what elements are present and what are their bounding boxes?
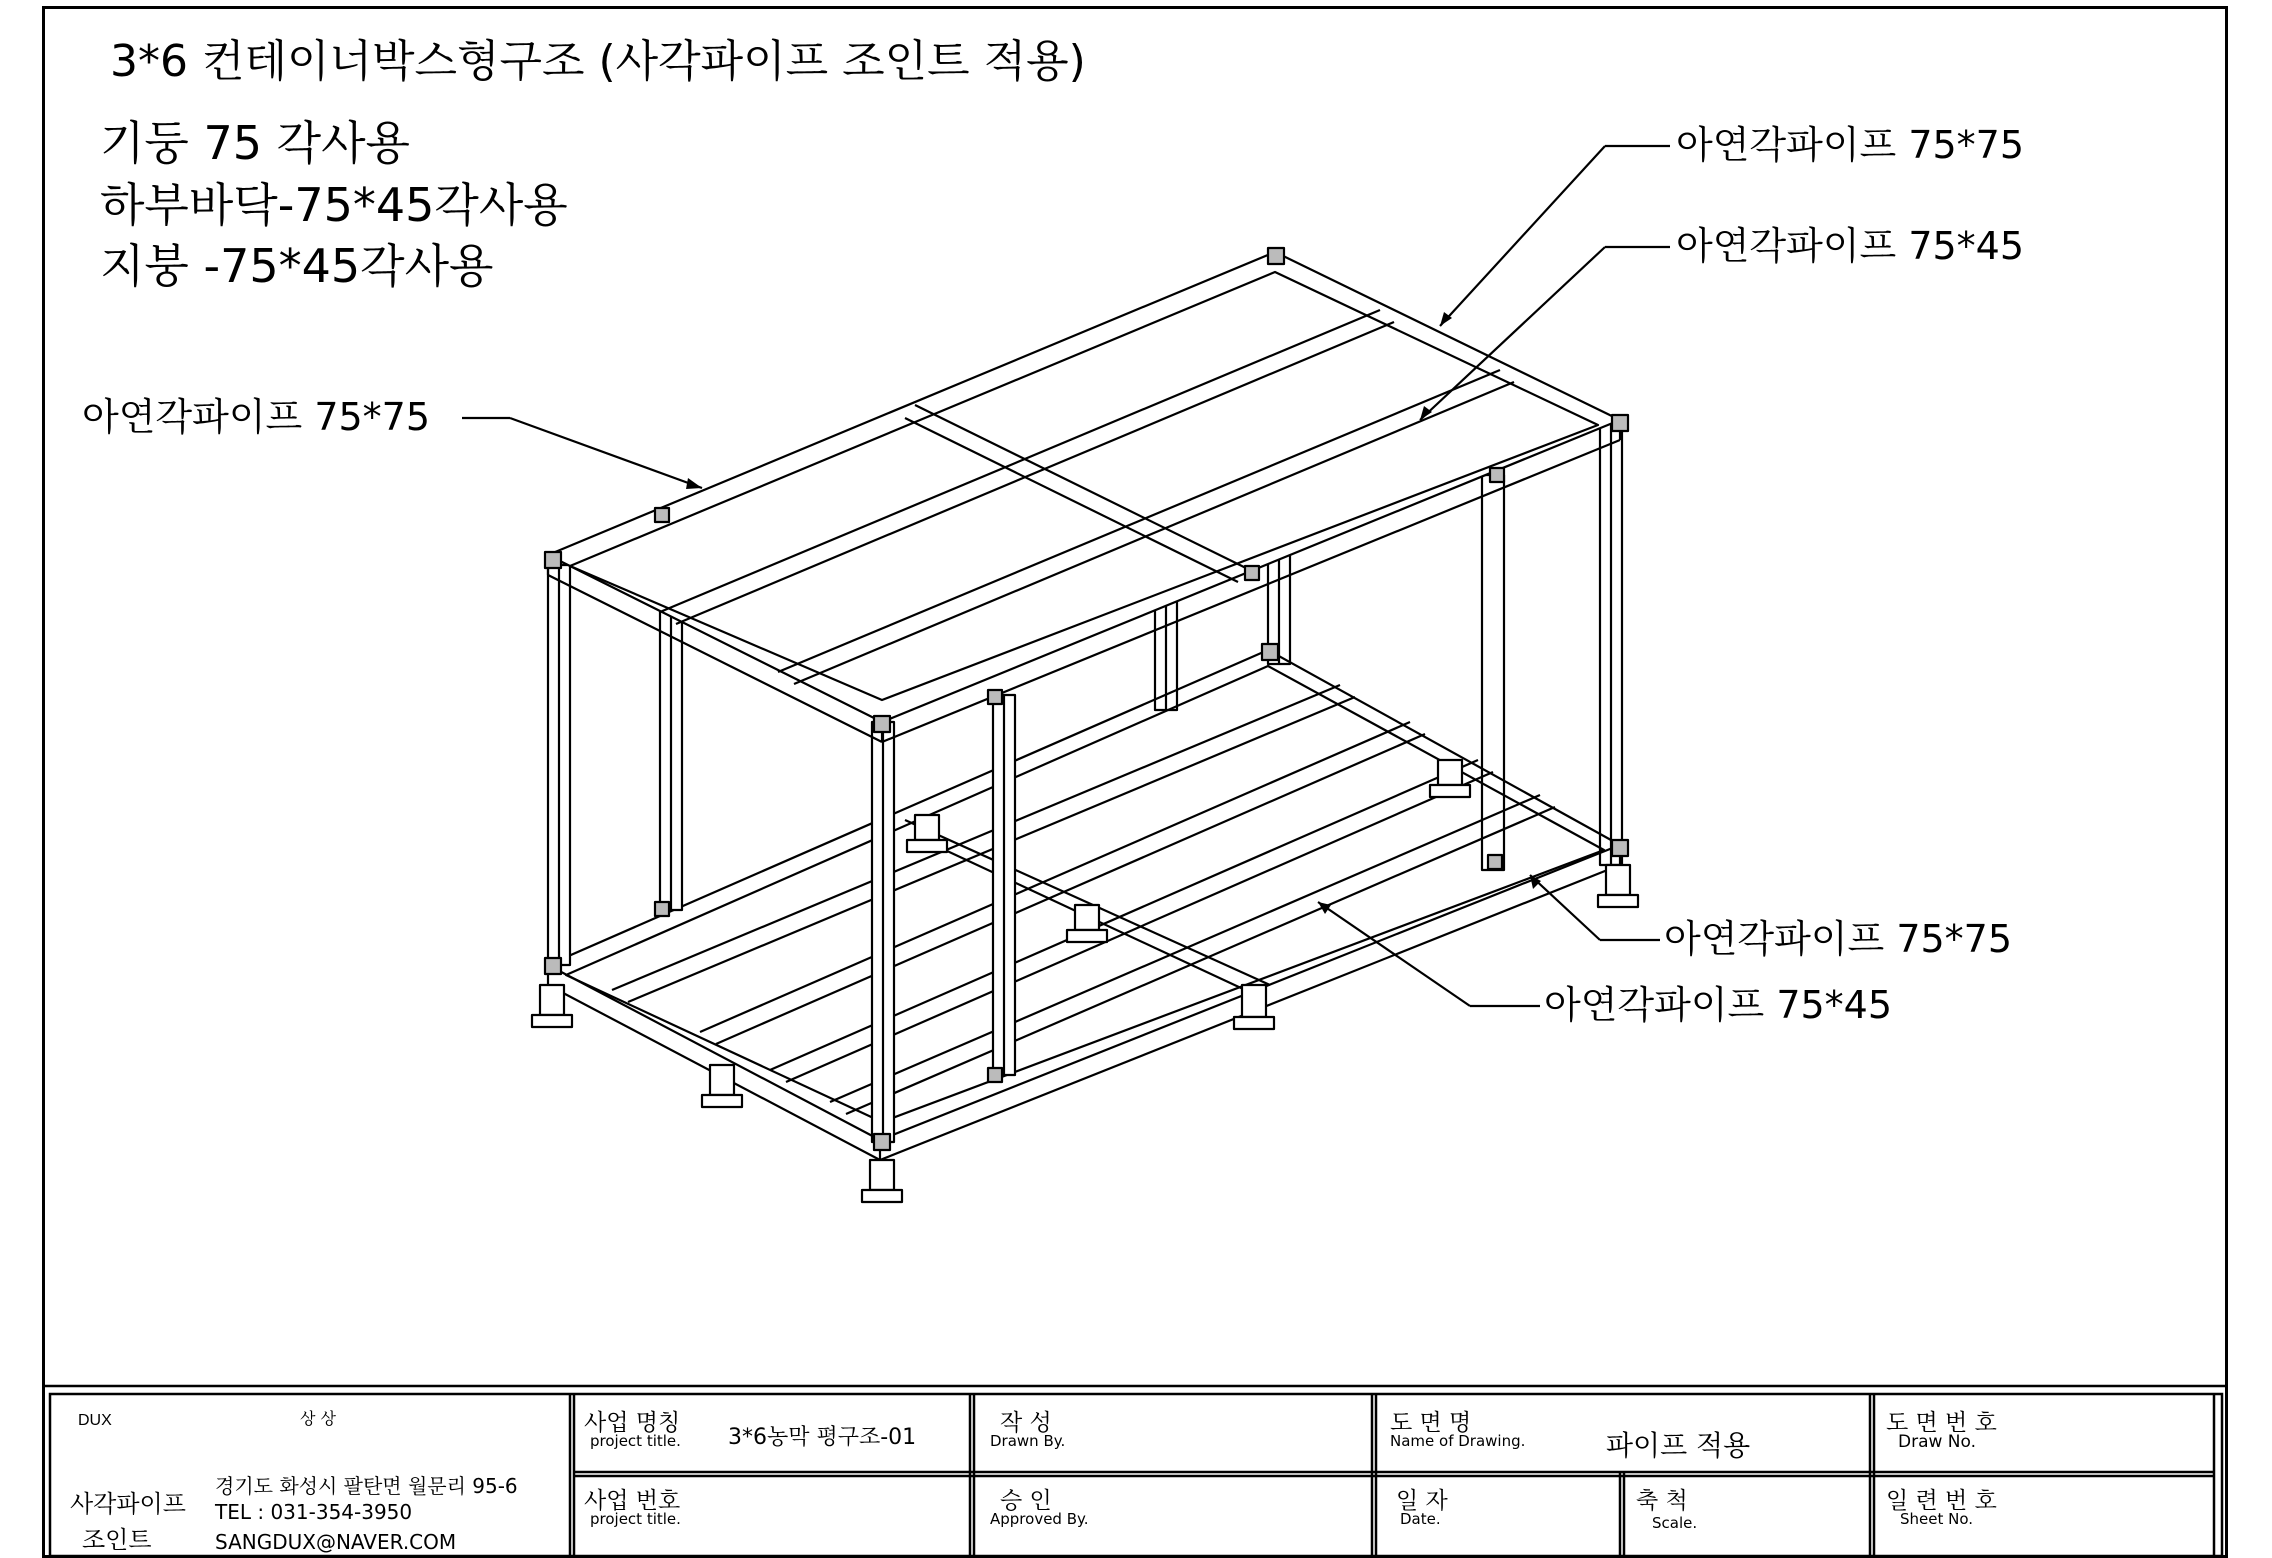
floor-feet — [532, 760, 1638, 1202]
drawing-name-value: 파이프 적용 — [1606, 1429, 1751, 1462]
company-name: 상 상 — [300, 1409, 336, 1428]
spec-note-roof: 지붕 -75*45각사용 — [100, 239, 494, 293]
approved-by-label: 승 인 — [1000, 1488, 1052, 1514]
callout-floor-main-pipe: 아연각파이프 75*75 — [1664, 917, 2013, 961]
company-email: SANGDUX@NAVER.COM — [215, 1530, 457, 1554]
callout-roof-main-pipe: 아연각파이프 75*75 — [1676, 123, 2025, 167]
company-address: 경기도 화성시 팔탄면 월문리 95-6 — [215, 1474, 518, 1498]
callout-floor-rail-pipe: 아연각파이프 75*45 — [1544, 983, 1893, 1027]
drawing-name-sub: Name of Drawing. — [1390, 1432, 1526, 1450]
sheet-no-label: 일 련 번 호 — [1886, 1488, 1997, 1514]
drawn-by-sub: Drawn By. — [990, 1432, 1066, 1450]
scale-label: 축 척 — [1636, 1488, 1688, 1514]
company-tel: TEL : 031-354-3950 — [215, 1500, 413, 1524]
draw-no-sub: Draw No. — [1898, 1432, 1977, 1452]
company-logo-text: DUX — [78, 1412, 112, 1429]
spec-note-columns: 기둥 75 각사용 — [100, 116, 410, 170]
approved-by-sub: Approved By. — [990, 1510, 1089, 1528]
date-sub: Date. — [1400, 1510, 1441, 1528]
front-column-left — [548, 565, 570, 965]
date-label: 일 자 — [1396, 1488, 1448, 1514]
drawn-by-label: 작 성 — [1000, 1410, 1052, 1436]
drawing-title: 3*6 컨테이너박스형구조 (사각파이프 조인트 적용) — [110, 36, 1086, 87]
front-column-front — [872, 722, 894, 1142]
roof-frame — [548, 252, 1620, 742]
back-column-mid — [1482, 475, 1504, 870]
drawing-name-label: 도 면 명 — [1390, 1410, 1472, 1436]
scale-sub: Scale. — [1652, 1514, 1698, 1532]
project-no-sub: project title. — [590, 1510, 681, 1528]
back-column-right — [1600, 420, 1622, 865]
callout-left-main-pipe: 아연각파이프 75*75 — [82, 395, 431, 439]
product-line-2: 조인트 — [82, 1526, 152, 1554]
project-name-sub: project title. — [590, 1432, 681, 1450]
project-name-label: 사업 명칭 — [584, 1410, 681, 1436]
callout-roof-rail-pipe: 아연각파이프 75*45 — [1676, 224, 2025, 268]
product-line-1: 사각파이프 — [70, 1490, 186, 1518]
sheet-no-sub: Sheet No. — [1900, 1510, 1974, 1528]
front-column-3 — [993, 695, 1015, 1075]
floor-joints — [545, 644, 1628, 1150]
spec-note-floor: 하부바닥-75*45각사용 — [100, 178, 568, 232]
project-no-label: 사업 번호 — [584, 1488, 681, 1514]
draw-no-label: 도 면 번 호 — [1886, 1410, 1997, 1436]
project-name-value: 3*6농막 평구조-01 — [728, 1425, 917, 1450]
